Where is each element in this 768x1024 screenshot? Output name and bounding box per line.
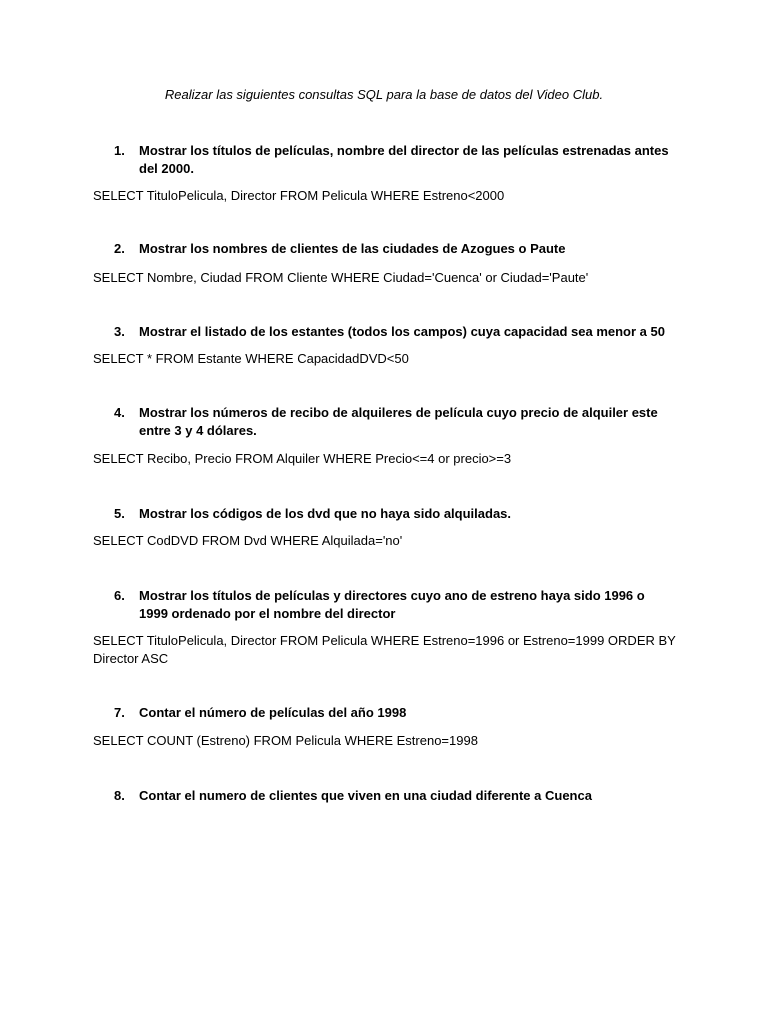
question-3 — [114, 323, 674, 341]
question-8 — [114, 787, 674, 805]
question-1 — [114, 142, 674, 178]
sql-answer-4: SELECT Recibo, Precio FROM Alquiler WHERE Precio<=4 or precio>=3 — [93, 451, 512, 466]
sql-answer-7: SELECT COUNT (Estreno) FROM Pelicula WHERE Estreno=1998 — [93, 733, 478, 748]
question-number: 6. — [114, 588, 125, 603]
sql-answer-1: SELECT TituloPelicula, Director FROM Pelicula WHERE Estreno<2000 — [93, 188, 505, 203]
question-number: 5. — [114, 506, 125, 521]
question-5 — [114, 505, 674, 523]
question-text: Mostrar el listado de los estantes (todos los campos) cuya capacidad sea menor a 50 — [139, 324, 665, 339]
document-title: Realizar las siguientes consultas SQL para la base de datos del Video Club. — [164, 87, 604, 102]
question-number: 2. — [114, 241, 125, 256]
question-text: Mostrar los números de recibo de alquileres de película cuyo precio de alquiler este entre 3 y 4 dólares. — [139, 405, 658, 438]
question-number: 8. — [114, 788, 125, 803]
sql-answer-2: SELECT Nombre, Ciudad FROM Cliente WHERE Ciudad='Cuenca' or Ciudad='Paute' — [93, 270, 589, 285]
question-6 — [114, 587, 674, 623]
question-text: Mostrar los títulos de películas y directores cuyo ano de estreno haya sido 1996 o 1999 ordenado por el nombre del director — [139, 588, 645, 621]
question-text: Mostrar los códigos de los dvd que no haya sido alquiladas. — [139, 506, 512, 521]
question-number: 7. — [114, 705, 125, 720]
question-text: Mostrar los títulos de películas, nombre del director de las películas estrenadas antes del 2000. — [139, 143, 669, 176]
question-4 — [114, 404, 674, 440]
sql-answer-3: SELECT * FROM Estante WHERE CapacidadDVD<50 — [93, 351, 409, 366]
sql-answer-6: SELECT TituloPelicula, Director FROM Pelicula WHERE Estreno=1996 or Estreno=1999 ORDER BY Director ASC — [93, 633, 676, 666]
sql-answer-5: SELECT CodDVD FROM Dvd WHERE Alquilada='no' — [93, 533, 403, 548]
question-text: Contar el numero de clientes que viven en una ciudad diferente a Cuenca — [139, 788, 592, 803]
question-number: 4. — [114, 405, 125, 420]
question-2 — [114, 240, 674, 258]
question-number: 1. — [114, 143, 125, 158]
question-text: Mostrar los nombres de clientes de las ciudades de Azogues o Paute — [139, 241, 566, 256]
question-number: 3. — [114, 324, 125, 339]
question-text: Contar el número de películas del año 1998 — [139, 705, 407, 720]
question-7 — [114, 704, 674, 722]
